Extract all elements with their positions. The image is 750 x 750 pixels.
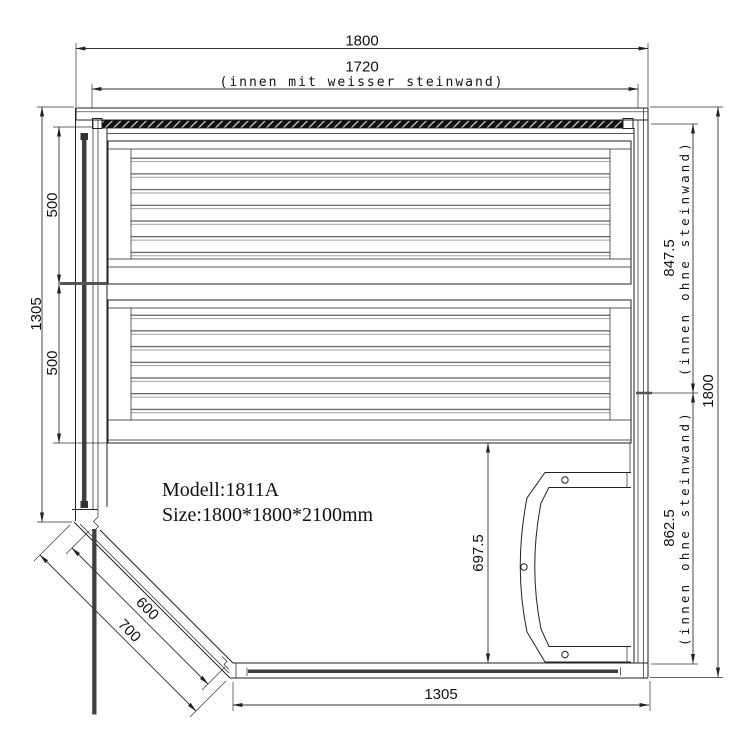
left-wall <box>60 108 107 521</box>
guard-screw-bottom <box>562 651 568 657</box>
bench-lower-slats <box>131 308 610 420</box>
stone-hatch-strip <box>102 121 623 129</box>
dimension-bottom-width <box>233 686 649 705</box>
dimension-top-outer <box>76 33 648 50</box>
dimension-left-total-value: 1305 <box>28 297 45 331</box>
open-door-leaf <box>92 529 96 715</box>
dimension-top-note: (innen mit weisser steinwand) <box>219 75 505 90</box>
bottom-wall <box>230 663 648 678</box>
model-info <box>162 479 374 526</box>
left-glass-panel <box>82 133 87 508</box>
bench-upper-slats <box>131 149 610 259</box>
dimension-right-total <box>700 107 718 677</box>
dimension-top-outer-value: 1800 <box>345 32 379 50</box>
dimension-bottom-width-value: 1305 <box>424 686 458 703</box>
stone-wall-band <box>93 119 635 134</box>
dimension-bench-upper-depth <box>44 127 61 284</box>
dimension-heater-front-value: 697.5 <box>470 534 487 572</box>
top-wall <box>76 108 648 120</box>
dimension-right-total-value: 1800 <box>700 374 717 408</box>
dimension-right-upper-value: 847.5 <box>661 239 678 277</box>
dimension-right-lower-note: (innen ohne steinwand) <box>677 410 692 646</box>
guard-screw-middle <box>521 564 527 570</box>
dimension-door-opening-value: 700 <box>114 615 145 646</box>
bench-lower <box>108 300 631 443</box>
bench-upper <box>108 141 631 284</box>
dimension-top-inner-value: 1720 <box>345 58 379 76</box>
dimension-right-upper <box>661 124 693 393</box>
door-hinge-notch-top <box>94 517 99 530</box>
dimension-right-lower-value: 862.5 <box>661 509 678 547</box>
dimension-door-opening <box>40 555 196 711</box>
heater-guard <box>520 443 631 662</box>
dimension-bench-lower-value: 500 <box>44 350 61 376</box>
dimension-bench-upper-value: 500 <box>44 192 61 218</box>
model-label: Modell:1811A <box>162 479 280 501</box>
dimension-bench-lower-depth <box>44 284 61 443</box>
dimension-right-upper-note: (innen ohne steinwand) <box>677 140 692 376</box>
dimension-top-inner <box>92 59 638 91</box>
guard-screw-top <box>562 477 568 483</box>
dimension-door-glass-value: 600 <box>132 593 163 624</box>
dimension-left-total <box>28 107 45 522</box>
size-label: Size:1800*1800*2100mm <box>162 504 374 526</box>
dimension-right-lower <box>661 393 693 664</box>
front-glass-panel <box>248 670 618 674</box>
dimension-heater-front <box>470 443 488 663</box>
right-wall <box>634 108 652 678</box>
